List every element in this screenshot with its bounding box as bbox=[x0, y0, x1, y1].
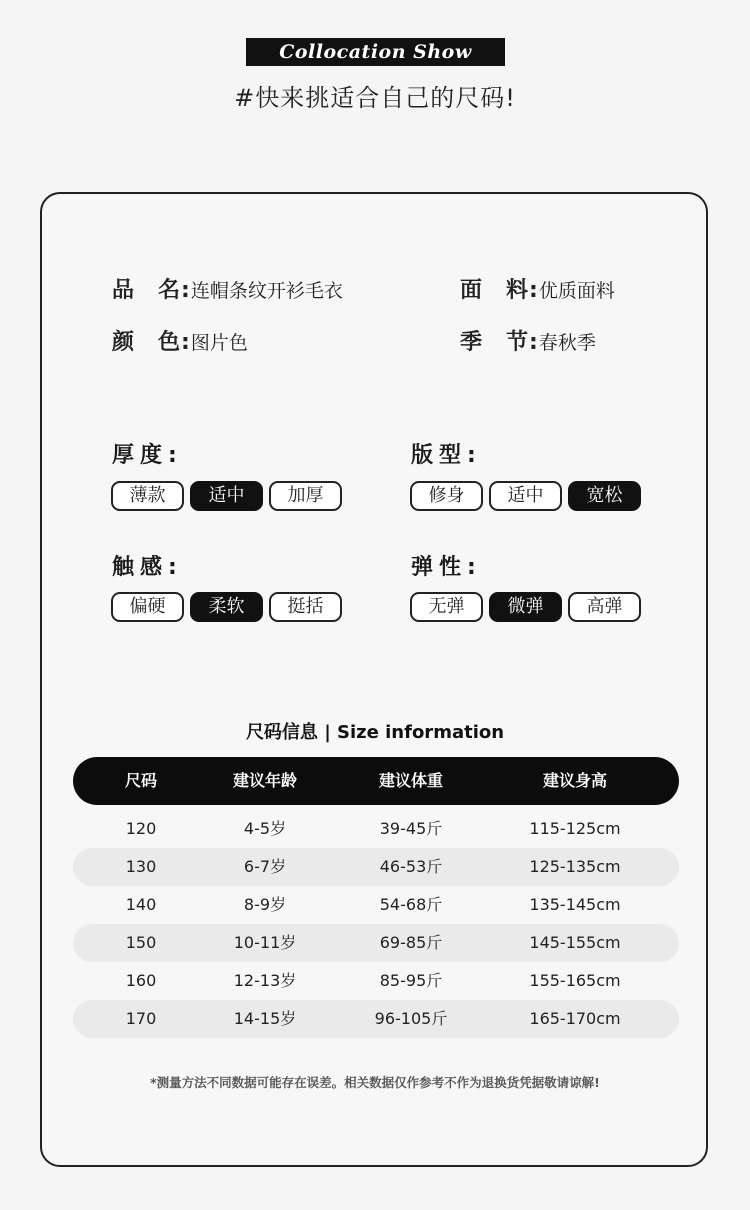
header-age: 建议年龄 bbox=[232, 771, 298, 790]
elasticity-title: 弹性: bbox=[411, 555, 482, 580]
header-height: 建议身高 bbox=[542, 771, 608, 790]
product-season bbox=[460, 325, 596, 356]
feel-option-crisp[interactable]: 挺括 bbox=[269, 592, 342, 622]
table-row bbox=[73, 886, 679, 924]
fit-option-slim[interactable]: 修身 bbox=[410, 481, 483, 511]
elasticity-option-high[interactable]: 高弹 bbox=[568, 592, 641, 622]
cell-size: 160 bbox=[125, 971, 157, 990]
table-row bbox=[73, 848, 679, 886]
product-name bbox=[112, 273, 343, 304]
product-fabric bbox=[460, 273, 615, 304]
product-name-value: 连帽条纹开衫毛衣 bbox=[190, 280, 343, 302]
cell-weight: 54-68斤 bbox=[379, 895, 443, 914]
cell-height: 145-155cm bbox=[529, 933, 621, 952]
product-color-value: 图片色 bbox=[190, 332, 248, 354]
thickness-title: 厚度: bbox=[112, 443, 183, 468]
product-name-label: 品 名: bbox=[112, 278, 191, 303]
fit-title: 版型: bbox=[411, 443, 482, 468]
thickness-options bbox=[111, 481, 342, 511]
cell-size: 120 bbox=[125, 819, 157, 838]
collocation-show-banner: Collocation Show bbox=[246, 38, 505, 66]
cell-height: 135-145cm bbox=[529, 895, 621, 914]
feel-title: 触感: bbox=[112, 555, 183, 580]
header-weight: 建议体重 bbox=[378, 771, 444, 790]
table-row bbox=[73, 810, 679, 848]
thickness-option-medium[interactable]: 适中 bbox=[190, 481, 263, 511]
table-row bbox=[73, 1000, 679, 1038]
cell-height: 125-135cm bbox=[529, 857, 621, 876]
cell-size: 150 bbox=[125, 933, 157, 952]
product-season-label: 季 节: bbox=[460, 330, 539, 355]
thickness-option-thin[interactable]: 薄款 bbox=[111, 481, 184, 511]
elasticity-option-slight[interactable]: 微弹 bbox=[489, 592, 562, 622]
product-color-label: 颜 色: bbox=[112, 330, 191, 355]
cell-weight: 39-45斤 bbox=[379, 819, 443, 838]
table-row bbox=[73, 924, 679, 962]
feel-options bbox=[111, 592, 342, 622]
cell-age: 14-15岁 bbox=[233, 1009, 297, 1028]
product-season-value: 春秋季 bbox=[538, 332, 596, 354]
feel-option-soft[interactable]: 柔软 bbox=[190, 592, 263, 622]
cell-age: 12-13岁 bbox=[233, 971, 297, 990]
cell-age: 10-11岁 bbox=[233, 933, 297, 952]
header-size: 尺码 bbox=[124, 771, 158, 790]
product-fabric-label: 面 料: bbox=[460, 278, 539, 303]
cell-size: 170 bbox=[125, 1009, 157, 1028]
fit-options bbox=[410, 481, 641, 511]
cell-age: 4-5岁 bbox=[243, 819, 287, 838]
page-subtitle: #快来挑适合自己的尺码! bbox=[234, 84, 516, 112]
fit-option-loose[interactable]: 宽松 bbox=[568, 481, 641, 511]
size-table-title: 尺码信息 | Size information bbox=[245, 722, 505, 743]
fit-option-regular[interactable]: 适中 bbox=[489, 481, 562, 511]
cell-size: 140 bbox=[125, 895, 157, 914]
cell-age: 6-7岁 bbox=[243, 857, 287, 876]
cell-size: 130 bbox=[125, 857, 157, 876]
cell-height: 165-170cm bbox=[529, 1009, 621, 1028]
size-table-header bbox=[73, 757, 679, 805]
table-row bbox=[73, 962, 679, 1000]
cell-height: 115-125cm bbox=[529, 819, 621, 838]
measurement-disclaimer: *测量方法不同数据可能存在误差。相关数据仅作参考不作为退换货凭据敬请谅解! bbox=[150, 1075, 600, 1090]
cell-weight: 69-85斤 bbox=[379, 933, 443, 952]
feel-option-hard[interactable]: 偏硬 bbox=[111, 592, 184, 622]
elasticity-option-none[interactable]: 无弹 bbox=[410, 592, 483, 622]
product-color bbox=[112, 325, 248, 356]
cell-weight: 85-95斤 bbox=[379, 971, 443, 990]
elasticity-options bbox=[410, 592, 641, 622]
thickness-option-thick[interactable]: 加厚 bbox=[269, 481, 342, 511]
cell-age: 8-9岁 bbox=[243, 895, 287, 914]
cell-height: 155-165cm bbox=[529, 971, 621, 990]
cell-weight: 46-53斤 bbox=[379, 857, 443, 876]
cell-weight: 96-105斤 bbox=[374, 1009, 448, 1028]
product-fabric-value: 优质面料 bbox=[538, 280, 615, 302]
